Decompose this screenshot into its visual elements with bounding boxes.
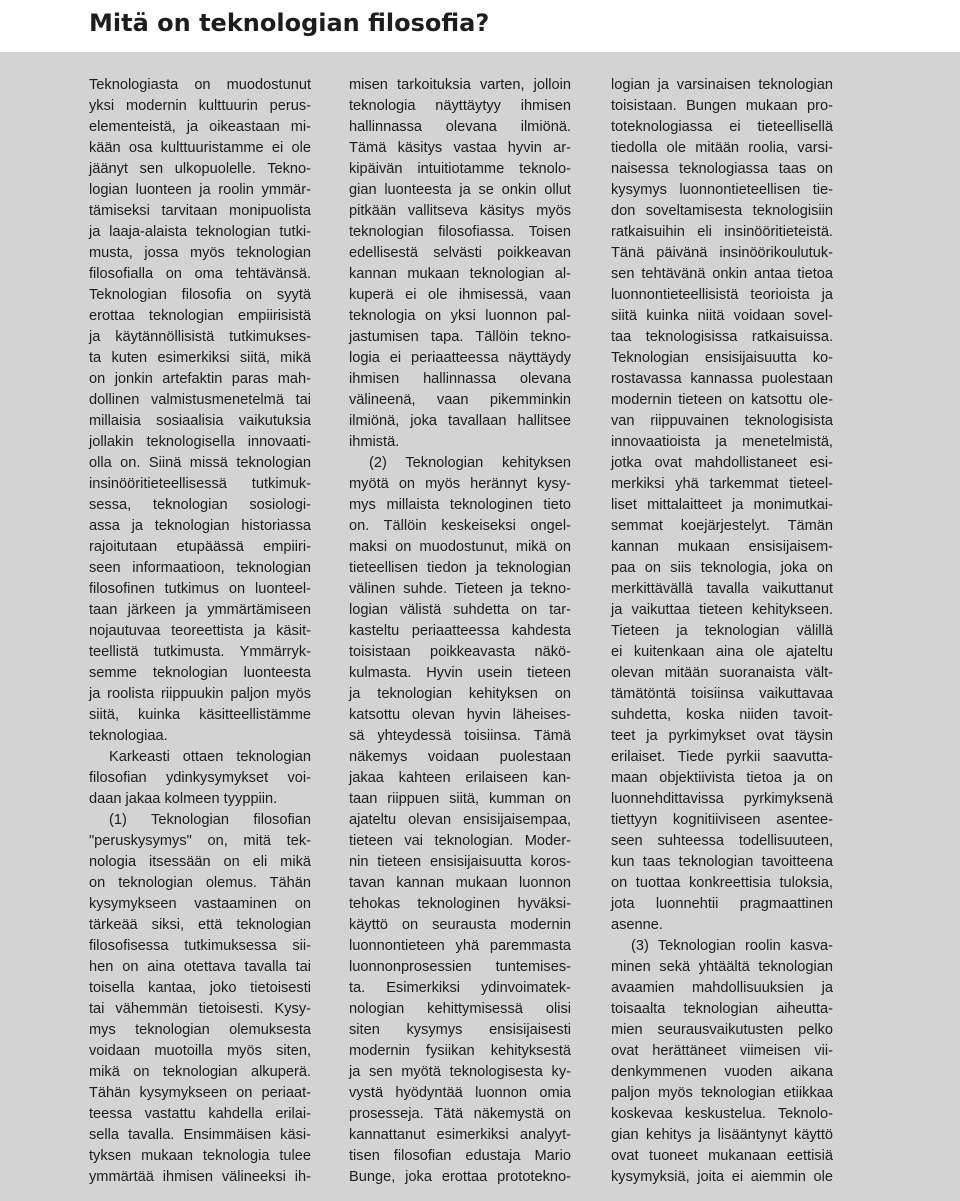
text-line: innovaatioista ja menetelmistä,	[611, 434, 833, 450]
text-line: jäänyt sen ulkopuolelle. Tekno-	[89, 161, 311, 177]
text-line: kysymyksiä, joita ei aiemmin ole	[611, 1169, 833, 1185]
text-line: katsottu olevan hyvin läheises-	[349, 707, 571, 723]
text-line: sessa, teknologian sosiologi-	[89, 497, 311, 513]
text-line: paa on siis teknologia, joka on	[611, 560, 833, 576]
text-line: olla on. Siinä missä teknologian	[89, 455, 311, 471]
text-line: tärkeää siksi, että teknologian	[89, 917, 311, 933]
text-column-2	[349, 75, 571, 1188]
text-line: tämiseksi tarvitaan monipuolista	[89, 203, 311, 219]
text-line: nologia itsessään on eli mikä	[89, 854, 311, 870]
text-line: naisessa teknologiassa taas on	[611, 161, 833, 177]
text-line: teknologia näyttäytyy ihmisen	[349, 98, 571, 114]
text-line: kun taas teknologian tavoitteena	[611, 854, 833, 870]
text-line: myötä on myös herännyt kysy-	[349, 476, 571, 492]
text-line: ihmisen hallinnassa olevana	[349, 371, 571, 387]
text-line: ilmiönä, joka tavallaan hallitsee	[349, 413, 571, 429]
text-line: tehokas teknologinen hyväksi-	[349, 896, 571, 912]
text-line: tiedolla ole mitään roolia, varsi-	[611, 140, 833, 156]
text-line: modernin fysiikan kehityksestä	[349, 1043, 571, 1059]
text-line: seen suhteessa todellisuuteen,	[611, 833, 833, 849]
text-line: gian luonteesta ja se onkin ollut	[349, 182, 571, 198]
text-line: sä yhteydessä toisiinsa. Tämä	[349, 728, 571, 744]
text-line: erilaiset. Tiede pyrkii saavutta-	[611, 749, 833, 765]
text-line: teknologia on yksi luonnon pal-	[349, 308, 571, 324]
text-line: koskevaa keskustelua. Teknolo-	[611, 1106, 833, 1122]
text-line: on jonkin artefaktin paras mah-	[89, 371, 311, 387]
text-line: Tieteen ja teknologian välillä	[611, 623, 833, 639]
text-line: logian luonteen ja roolin ymmär-	[89, 182, 311, 198]
text-line: jollakin teknologisella innovaati-	[89, 434, 311, 450]
text-line: välineenä, vaan pikemminkin	[349, 392, 571, 408]
text-line: luonnonprosessien tuntemises-	[349, 959, 571, 975]
text-line: toisaalta teknologian aiheutta-	[611, 1001, 833, 1017]
text-line: "peruskysymys" on, mitä tek-	[89, 833, 311, 849]
text-line: ja vaikuttaa tieteen kehitykseen.	[611, 602, 833, 618]
text-line: (2) Teknologian kehityksen	[369, 455, 571, 471]
text-line: semme teknologian luonteesta	[89, 665, 311, 681]
text-line: merkittävällä tavalla vaikuttanut	[611, 581, 833, 597]
text-line: tieteen vai teknologian. Moder-	[349, 833, 571, 849]
text-line: ja sen myötä teknologisesta ky-	[349, 1064, 571, 1080]
text-line: (3) Teknologian roolin kasva-	[631, 938, 833, 954]
text-line: filosofian ydinkysymykset voi-	[89, 770, 311, 786]
text-line: siten kysymys ensisijaisesti	[349, 1022, 571, 1038]
text-line: ihmistä.	[349, 434, 400, 450]
text-line: Tämä käsitys vastaa hyvin ar-	[349, 140, 571, 156]
text-line: hen on aina otettava tavalla tai	[89, 959, 311, 975]
text-line: tämätöntä toisiinsa vaikuttavaa	[611, 686, 833, 702]
text-line: assa ja teknologian historiassa	[89, 518, 311, 534]
text-line: kannan mukaan teknologian al-	[349, 266, 571, 282]
text-line: toisistaan. Bungen mukaan pro-	[611, 98, 833, 114]
text-line: jotka ovat mahdollistaneet esi-	[611, 455, 833, 471]
text-line: ja roolista riippuukin paljon myös	[89, 686, 311, 702]
text-line: välinen suhde. Tieteen ja tekno-	[349, 581, 571, 597]
text-line: ymmärtää ihmisen välineeksi ih-	[89, 1169, 311, 1185]
text-line: sen tehtävänä onkin antaa tietoa	[611, 266, 833, 282]
text-line: jota luonnehtii pragmaattinen	[611, 896, 833, 912]
text-line: kään osa kulttuuristamme ei ole	[89, 140, 311, 156]
text-line: tieteellisen tiedon ja teknologian	[349, 560, 571, 576]
text-line: mys millaista teknologinen tieto	[349, 497, 571, 513]
text-line: Tänä päivänä insinöörikoulutuk-	[611, 245, 833, 261]
text-line: daan jakaa kolmeen tyyppiin.	[89, 791, 278, 807]
text-line: on. Tällöin keskeiseksi ongel-	[349, 518, 571, 534]
text-line: taa teknologisissa ratkaisuissa.	[611, 329, 833, 345]
text-line: paljon myös teknologian etiikkaa	[611, 1085, 833, 1101]
text-line: Teknologiasta on muodostunut	[89, 77, 311, 93]
text-line: kulmasta. Hyvin usein tieteen	[349, 665, 571, 681]
text-line: kipäivän intuitiotamme teknolo-	[349, 161, 571, 177]
text-line: tavan kannan mukaan luonnon	[349, 875, 571, 891]
text-line: teknologiaa.	[89, 728, 168, 744]
text-line: kysymykseen vastaaminen on	[89, 896, 311, 912]
text-line: maksi on muodostunut, mikä on	[349, 539, 571, 555]
text-line: Karkeasti ottaen teknologian	[109, 749, 311, 765]
text-line: tiettyyn kognitiiviseen asentee-	[611, 812, 833, 828]
text-line: ovat herättäneet viimeisen vii-	[611, 1043, 833, 1059]
text-line: (1) Teknologian filosofian	[109, 812, 311, 828]
text-line: nologian kehittymisessä olisi	[349, 1001, 571, 1017]
text-line: teet ja pyrkimykset ovat täysin	[611, 728, 833, 744]
text-line: edellisestä selvästi poikkeavan	[349, 245, 571, 261]
text-line: kysymys luonnontieteellisen tie-	[611, 182, 833, 198]
text-line: merkiksi yhä tarkemmat tieteel-	[611, 476, 833, 492]
text-line: ei kuitenkaan aina ole ajateltu	[611, 644, 833, 660]
text-line: ja laaja-alaista teknologian tutki-	[89, 224, 311, 240]
text-line: nojautuvaa teoreettista ja käsit-	[89, 623, 311, 639]
text-line: van riippuvainen teknologisista	[611, 413, 833, 429]
text-line: avaamien mahdollisuuksien ja	[611, 980, 833, 996]
text-line: Tähän kysymykseen on periaat-	[89, 1085, 311, 1101]
text-line: ta. Esimerkiksi ydinvoimatek-	[349, 980, 571, 996]
text-line: semmat koejärjestelyt. Tämän	[611, 518, 833, 534]
text-line: gian kehitys ja lisääntynyt käyttö	[611, 1127, 833, 1143]
text-line: mikä on teknologian alkuperä.	[89, 1064, 311, 1080]
text-line: elementeistä, ja oikeastaan mi-	[89, 119, 311, 135]
text-line: millaisia sosiaalisia vaikutuksia	[89, 413, 311, 429]
text-line: taan järkeen ja ymmärtämiseen	[89, 602, 311, 618]
text-line: misen tarkoituksia varten, jolloin	[349, 77, 571, 93]
text-line: luonnontieteen yhä paremmasta	[349, 938, 571, 954]
text-line: erottaa teknologian empiirisistä	[89, 308, 311, 324]
text-line: tai vähemmän tietoisesti. Kysy-	[89, 1001, 311, 1017]
text-line: insinööritieteellisessä tutkimuk-	[89, 476, 311, 492]
text-line: vystä hyödyntää luonnon omia	[349, 1085, 571, 1101]
text-line: ja käytännöllisistä tutkimukses-	[89, 329, 311, 345]
text-line: ovat tuoneet mukanaan eettisiä	[611, 1148, 833, 1164]
text-line: Teknologian filosofia on syytä	[89, 287, 311, 303]
text-line: jastumisen tapa. Tällöin tekno-	[349, 329, 571, 345]
text-line: filosofinen tutkimus on luonteel-	[89, 581, 311, 597]
text-line: mien seurausvaikutusten pelko	[611, 1022, 833, 1038]
text-line: nin tieteen ensisijaisuutta koros-	[349, 854, 571, 870]
text-line: ratkaisuihin eli insinööritieteistä.	[611, 224, 833, 240]
text-line: luonnontieteellisistä teorioista ja	[611, 287, 833, 303]
text-line: siitä kuinka niitä voidaan sovel-	[611, 308, 833, 324]
text-line: käyttö on seurausta modernin	[349, 917, 571, 933]
text-line: toisistaan poikkeavasta näkö-	[349, 644, 571, 660]
text-line: kuperä ei ole ihmisessä, vaan	[349, 287, 571, 303]
text-line: teessa vastattu kahdella erilai-	[89, 1106, 311, 1122]
text-line: musta, jossa myös teknologian	[89, 245, 311, 261]
page-title: Mitä on teknologian filosofia?	[89, 9, 490, 37]
text-column-1	[89, 75, 311, 1188]
text-line: tisen filosofian edustaja Mario	[349, 1148, 571, 1164]
text-line: modernin tieteen on katsottu ole-	[611, 392, 833, 408]
text-line: filosofialla on oma tehtävänsä.	[89, 266, 311, 282]
text-line: siitä, kuinka käsitteellistämme	[89, 707, 311, 723]
text-line: dollinen valmistusmenetelmä tai	[89, 392, 311, 408]
text-line: kannattanut esimerkiksi analyyt-	[349, 1127, 571, 1143]
text-line: Bunge, joka erottaa prototekno-	[349, 1169, 571, 1185]
text-line: taan riippuen siitä, kumman on	[349, 791, 571, 807]
text-line: ta kuten esimerkiksi siitä, mikä	[89, 350, 311, 366]
text-line: liset mittalaitteet ja monimutkai-	[611, 497, 833, 513]
text-line: ja teknologian kehityksen on	[349, 686, 571, 702]
text-line: pitkään vallitseva käsitys myös	[349, 203, 571, 219]
text-line: sella tavalla. Ensimmäisen käsi-	[89, 1127, 311, 1143]
article-body	[0, 52, 960, 1201]
text-line: logian välistä suhdetta on tar-	[349, 602, 571, 618]
text-line: logia ei periaatteessa näyttäydy	[349, 350, 571, 366]
text-line: teellistä tutkimusta. Ymmärryk-	[89, 644, 311, 660]
text-line: tyksen mukaan teknologia tulee	[89, 1148, 311, 1164]
text-line: kannan mukaan ensisijaisem-	[611, 539, 833, 555]
text-line: olevan mitään suoranaista vält-	[611, 665, 833, 681]
text-line: rajoitutaan etupäässä empiiri-	[89, 539, 311, 555]
text-line: kasteltu periaatteessa kahdesta	[349, 623, 571, 639]
text-line: jakaa kahteen erilaiseen kan-	[349, 770, 571, 786]
text-line: minen sekä yhtäältä teknologian	[611, 959, 833, 975]
text-line: on teknologian olemus. Tähän	[89, 875, 311, 891]
text-line: on tuottaa konkreettisia tuloksia,	[611, 875, 833, 891]
text-line: logian ja varsinaisen teknologian	[611, 77, 833, 93]
page-header	[0, 0, 960, 52]
text-line: näkemys voidaan puolestaan	[349, 749, 571, 765]
text-line: mys teknologian olemuksesta	[89, 1022, 311, 1038]
text-line: filosofisessa tutkimuksessa sii-	[89, 938, 311, 954]
text-line: rostavassa kannassa puolestaan	[611, 371, 833, 387]
text-line: don soveltamisesta teknologisiin	[611, 203, 833, 219]
text-line: teknologian filosofiassa. Toisen	[349, 224, 571, 240]
text-line: prosesseja. Tätä näkemystä on	[349, 1106, 571, 1122]
text-line: Teknologian ensisijaisuutta ko-	[611, 350, 833, 366]
text-line: hallinnassa olevana ilmiönä.	[349, 119, 571, 135]
text-line: maan objektiivista tietoa ja on	[611, 770, 833, 786]
text-line: denkymmenen vuoden aikana	[611, 1064, 833, 1080]
text-line: suhdetta, koska niiden tavoit-	[611, 707, 833, 723]
text-line: ajateltu olevan ensisijaisempaa,	[349, 812, 571, 828]
text-line: toisella kantaa, joko tietoisesti	[89, 980, 311, 996]
text-line: asenne.	[611, 917, 663, 933]
text-line: luonnehdittavissa pyrkimyksenä	[611, 791, 833, 807]
text-line: toteknologiassa ei tieteellisellä	[611, 119, 833, 135]
text-line: seen informaatioon, teknologian	[89, 560, 311, 576]
text-line: yksi modernin kulttuurin perus-	[89, 98, 311, 114]
text-column-3	[611, 75, 833, 1188]
text-line: voidaan muotoilla myös siten,	[89, 1043, 311, 1059]
